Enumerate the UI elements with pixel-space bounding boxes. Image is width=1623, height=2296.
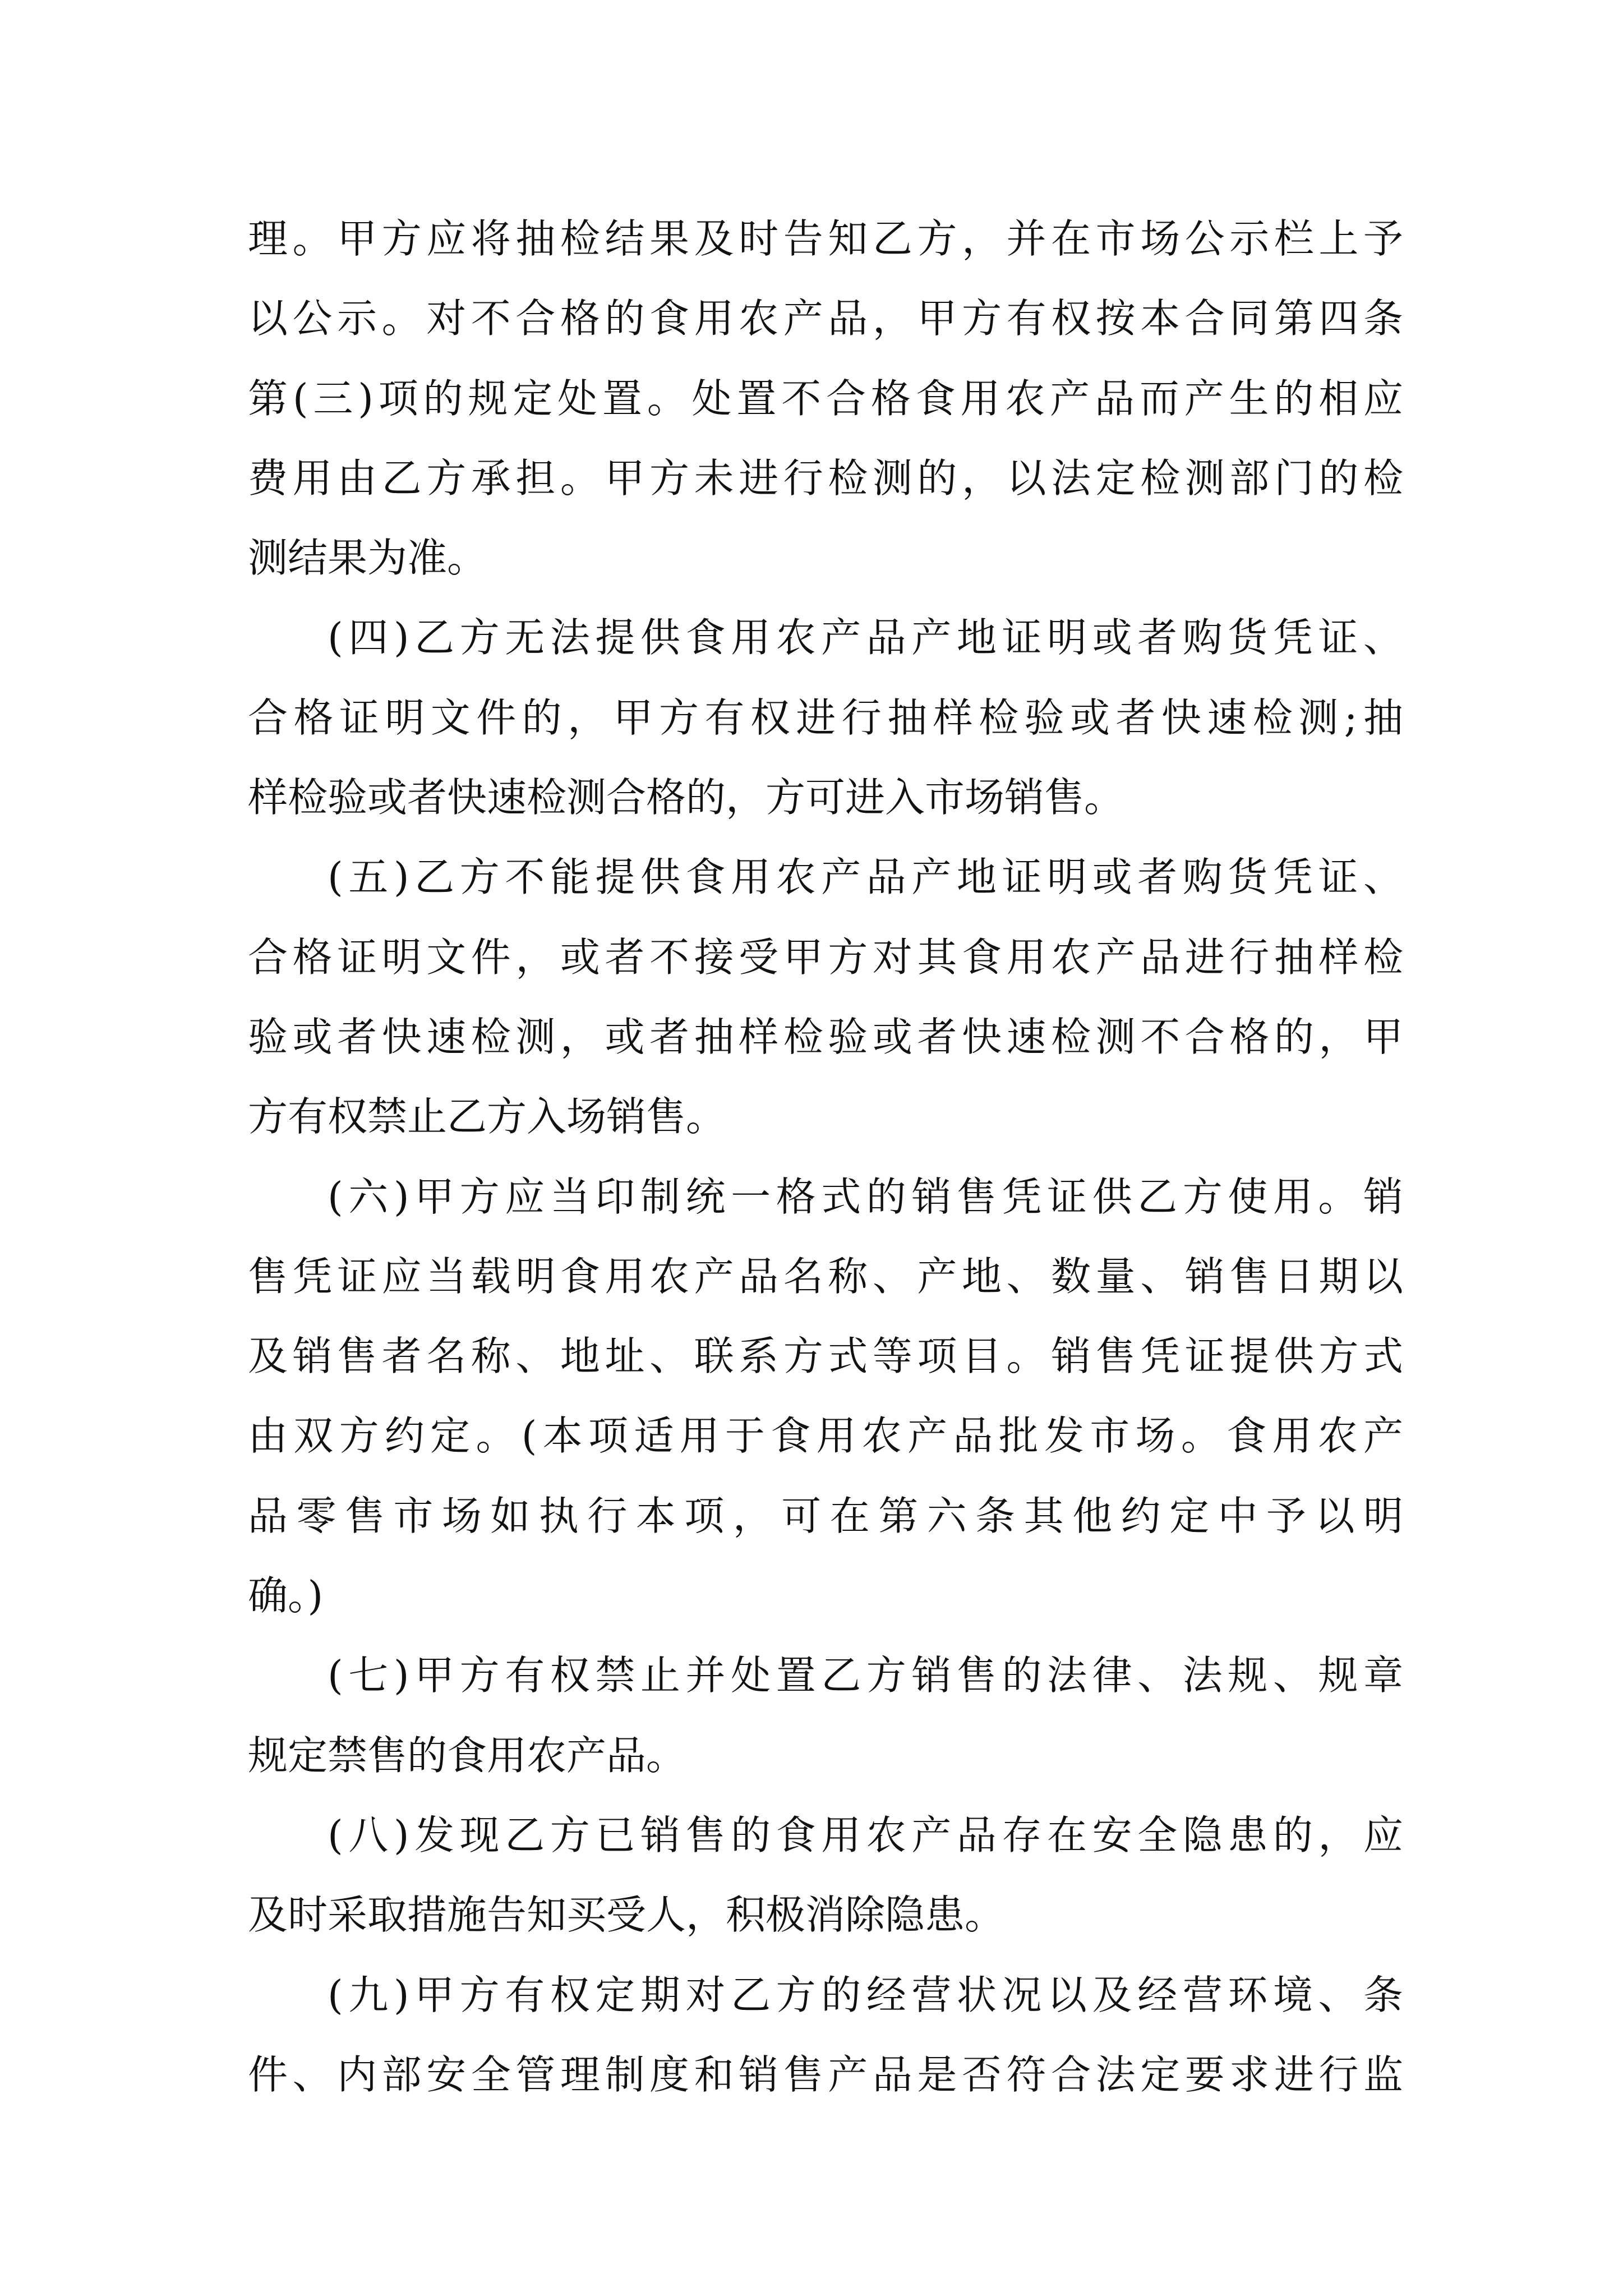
text-line: 售凭证应当载明食用农产品名称、产地、数量、销售日期以 (248, 1253, 1403, 1300)
text-line: 件、内部安全管理制度和销售产品是否符合法定要求进行监 (248, 2051, 1403, 2098)
text-line: 费用由乙方承担。甲方未进行检测的，以法定检测部门的检 (248, 454, 1403, 501)
text-line: 及时采取措施告知买受人，积极消除隐患。 (248, 1892, 1005, 1939)
text-line: 合格证明文件的，甲方有权进行抽样检验或者快速检测;抽 (248, 694, 1403, 741)
document-body (248, 199, 1403, 2115)
text-line: 合格证明文件，或者不接受甲方对其食用农产品进行抽样检 (248, 933, 1403, 981)
text-line: 验或者快速检测，或者抽样检验或者快速检测不合格的，甲 (248, 1013, 1403, 1060)
text-line: 样检验或者快速检测合格的，方可进入市场销售。 (248, 774, 1124, 821)
text-line: 方有权禁止乙方入场销售。 (248, 1093, 726, 1140)
text-line: 第(三)项的规定处置。处置不合格食用农产品而产生的相应 (248, 375, 1403, 422)
text-line: 及销售者名称、地址、联系方式等项目。销售凭证提供方式 (248, 1333, 1403, 1380)
clause-7-first-line: (七)甲方有权禁止并处置乙方销售的法律、法规、规章 (328, 1652, 1403, 1699)
text-line: 品零售市场如执行本项，可在第六条其他约定中予以明 (248, 1492, 1403, 1539)
clause-4-first-line: (四)乙方无法提供食用农产品产地证明或者购货凭证、 (328, 614, 1403, 661)
clause-6-first-line: (六)甲方应当印制统一格式的销售凭证供乙方使用。销 (328, 1173, 1403, 1220)
text-line: 规定禁售的食用农产品。 (248, 1732, 686, 1779)
clause-5-first-line: (五)乙方不能提供食用农产品产地证明或者购货凭证、 (328, 854, 1403, 901)
clause-9-first-line: (九)甲方有权定期对乙方的经营状况以及经营环境、条 (328, 1971, 1403, 2018)
text-line: 由双方约定。(本项适用于食用农产品批发市场。食用农产 (248, 1412, 1403, 1460)
text-line: 以公示。对不合格的食用农产品，甲方有权按本合同第四条 (248, 295, 1403, 342)
text-line: 测结果为准。 (248, 535, 487, 582)
clause-8-first-line: (八)发现乙方已销售的食用农产品存在安全隐患的，应 (328, 1811, 1403, 1858)
text-line: 理。甲方应将抽检结果及时告知乙方，并在市场公示栏上予 (248, 215, 1403, 262)
text-line: 确。) (248, 1572, 324, 1619)
